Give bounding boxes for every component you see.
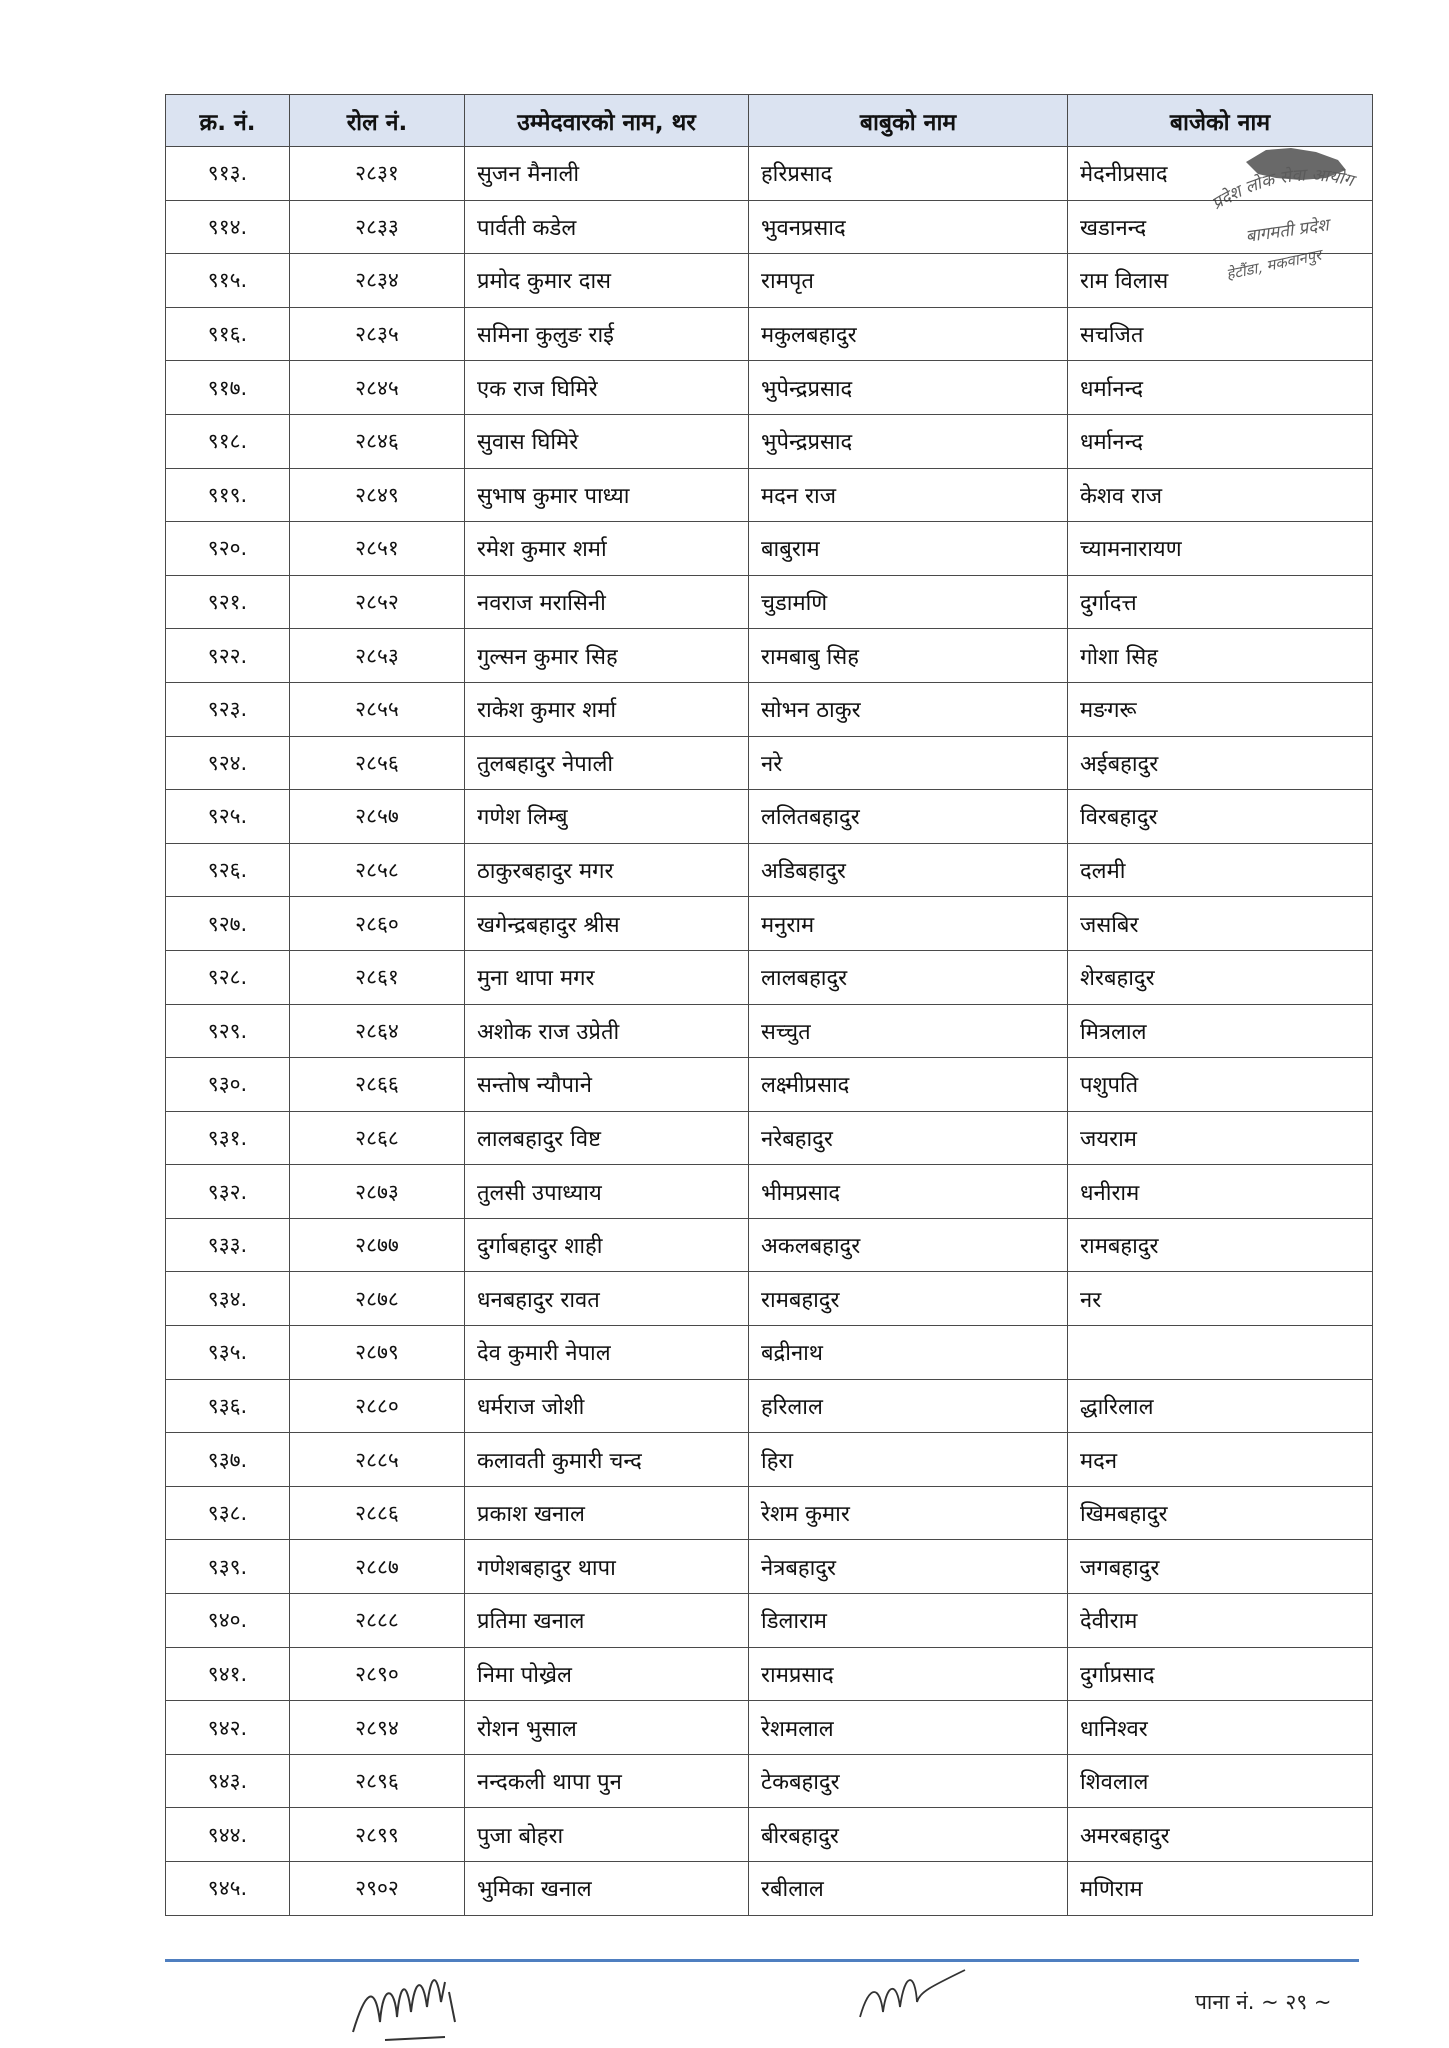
father-name-cell: डिलाराम <box>749 1594 1068 1648</box>
candidate-name-cell: तुलसी उपाध्याय <box>465 1165 749 1219</box>
father-name-cell: लालबहादुर <box>749 950 1068 1004</box>
serial-cell: ९४२. <box>166 1701 290 1755</box>
roll-cell: २८९९ <box>290 1808 465 1862</box>
father-name-cell: सच्चुत <box>749 1004 1068 1058</box>
serial-cell: ९१७. <box>166 361 290 415</box>
roll-cell: २८९६ <box>290 1754 465 1808</box>
table-row <box>166 682 1373 736</box>
grandfather-name-cell <box>1068 1326 1373 1380</box>
table-row <box>166 1701 1373 1755</box>
serial-cell: ९४१. <box>166 1647 290 1701</box>
serial-cell: ९१८. <box>166 414 290 468</box>
grandfather-name-cell: खडानन्द <box>1068 200 1373 254</box>
serial-cell: ९३९. <box>166 1540 290 1594</box>
serial-cell: ९३८. <box>166 1486 290 1540</box>
roll-cell: २८५१ <box>290 522 465 576</box>
table-row <box>166 307 1373 361</box>
serial-cell: ९४४. <box>166 1808 290 1862</box>
serial-cell: ९३५. <box>166 1326 290 1380</box>
table-row <box>166 950 1373 1004</box>
roll-cell: २८७७ <box>290 1218 465 1272</box>
grandfather-name-cell: शिवलाल <box>1068 1754 1373 1808</box>
roll-cell: २८८६ <box>290 1486 465 1540</box>
father-name-cell: मनुराम <box>749 897 1068 951</box>
grandfather-name-cell: राम विलास <box>1068 254 1373 308</box>
serial-cell: ९२९. <box>166 1004 290 1058</box>
grandfather-name-cell: दुर्गाप्रसाद <box>1068 1647 1373 1701</box>
candidate-name-cell: सुभाष कुमार पाध्या <box>465 468 749 522</box>
serial-cell: ९१४. <box>166 200 290 254</box>
candidate-name-cell: देव कुमारी नेपाल <box>465 1326 749 1380</box>
table-row <box>166 843 1373 897</box>
table-row <box>166 629 1373 683</box>
candidate-name-cell: नन्दकली थापा पुन <box>465 1754 749 1808</box>
grandfather-name-cell: मदन <box>1068 1433 1373 1487</box>
stamp-line-1: प्रदेश लोक सेवा आयोग <box>1208 165 1356 215</box>
serial-cell: ९१९. <box>166 468 290 522</box>
roll-cell: २८५६ <box>290 736 465 790</box>
table-row <box>166 1647 1373 1701</box>
candidate-name-cell: समिना कुलुङ राई <box>465 307 749 361</box>
father-name-cell: बाबुराम <box>749 522 1068 576</box>
table-row <box>166 1111 1373 1165</box>
table-row <box>166 1862 1373 1916</box>
table-row <box>166 1379 1373 1433</box>
table-header <box>166 95 1373 147</box>
grandfather-name-cell: जगबहादुर <box>1068 1540 1373 1594</box>
father-name-cell: लक्ष्मीप्रसाद <box>749 1058 1068 1112</box>
roll-cell: २८३३ <box>290 200 465 254</box>
table-row <box>166 1058 1373 1112</box>
father-name-cell: नरेबहादुर <box>749 1111 1068 1165</box>
roll-cell: २८३५ <box>290 307 465 361</box>
candidate-name-cell: राकेश कुमार शर्मा <box>465 682 749 736</box>
grandfather-name-cell: रामबहादुर <box>1068 1218 1373 1272</box>
grandfather-name-cell: मित्रलाल <box>1068 1004 1373 1058</box>
roll-cell: २८४९ <box>290 468 465 522</box>
father-name-cell: मदन राज <box>749 468 1068 522</box>
column-header: बाबुको नाम <box>749 95 1068 147</box>
candidate-name-cell: धर्मराज जोशी <box>465 1379 749 1433</box>
father-name-cell: चुडामणि <box>749 575 1068 629</box>
stamp-line-3: हेटौंडा, मकवानपुर <box>1224 245 1323 284</box>
father-name-cell: बीरबहादुर <box>749 1808 1068 1862</box>
roll-cell: २८४५ <box>290 361 465 415</box>
father-name-cell: रामपृत <box>749 254 1068 308</box>
serial-cell: ९२८. <box>166 950 290 1004</box>
grandfather-name-cell: जयराम <box>1068 1111 1373 1165</box>
candidate-name-cell: सुजन मैनाली <box>465 147 749 201</box>
table-row <box>166 1486 1373 1540</box>
grandfather-name-cell: धर्मानन्द <box>1068 361 1373 415</box>
candidate-name-cell: रमेश कुमार शर्मा <box>465 522 749 576</box>
grandfather-name-cell: पशुपति <box>1068 1058 1373 1112</box>
father-name-cell: हिरा <box>749 1433 1068 1487</box>
signature-right <box>855 1962 970 2032</box>
table-row <box>166 254 1373 308</box>
father-name-cell: नरे <box>749 736 1068 790</box>
roll-cell: २८५२ <box>290 575 465 629</box>
candidate-name-cell: गुल्सन कुमार सिह <box>465 629 749 683</box>
serial-cell: ९३१. <box>166 1111 290 1165</box>
grandfather-name-cell: दुर्गादत्त <box>1068 575 1373 629</box>
table-body <box>166 147 1373 1916</box>
serial-cell: ९३४. <box>166 1272 290 1326</box>
roll-cell: २८९० <box>290 1647 465 1701</box>
candidate-name-cell: भुमिका खनाल <box>465 1862 749 1916</box>
table-row <box>166 1540 1373 1594</box>
table-row <box>166 200 1373 254</box>
father-name-cell: रेशमलाल <box>749 1701 1068 1755</box>
serial-cell: ९४५. <box>166 1862 290 1916</box>
roll-cell: २८६६ <box>290 1058 465 1112</box>
father-name-cell: मकुलबहादुर <box>749 307 1068 361</box>
table-row <box>166 575 1373 629</box>
serial-cell: ९१३. <box>166 147 290 201</box>
table-row <box>166 1218 1373 1272</box>
table-row <box>166 736 1373 790</box>
father-name-cell: ललितबहादुर <box>749 790 1068 844</box>
father-name-cell: रबीलाल <box>749 1862 1068 1916</box>
roll-cell: २८७९ <box>290 1326 465 1380</box>
grandfather-name-cell: केशव राज <box>1068 468 1373 522</box>
table-row <box>166 1433 1373 1487</box>
father-name-cell: अकलबहादुर <box>749 1218 1068 1272</box>
candidate-name-cell: गणेशबहादुर थापा <box>465 1540 749 1594</box>
roll-cell: २८६१ <box>290 950 465 1004</box>
father-name-cell: हरिप्रसाद <box>749 147 1068 201</box>
serial-cell: ९२२. <box>166 629 290 683</box>
grandfather-name-cell: दलमी <box>1068 843 1373 897</box>
roll-cell: २८८७ <box>290 1540 465 1594</box>
table-row <box>166 1004 1373 1058</box>
serial-cell: ९४३. <box>166 1754 290 1808</box>
grandfather-name-cell: अईबहादुर <box>1068 736 1373 790</box>
serial-cell: ९३२. <box>166 1165 290 1219</box>
roll-cell: २८६० <box>290 897 465 951</box>
grandfather-name-cell: गोशा सिह <box>1068 629 1373 683</box>
serial-cell: ९२३. <box>166 682 290 736</box>
roll-cell: २८३१ <box>290 147 465 201</box>
candidate-name-cell: खगेन्द्रबहादुर श्रीस <box>465 897 749 951</box>
candidate-name-cell: पार्वती कडेल <box>465 200 749 254</box>
grandfather-name-cell: अमरबहादुर <box>1068 1808 1373 1862</box>
roll-cell: २८६४ <box>290 1004 465 1058</box>
roll-cell: २८५३ <box>290 629 465 683</box>
table-row <box>166 147 1373 201</box>
stamp-line-2: बागमती प्रदेश <box>1244 215 1330 247</box>
serial-cell: ९२१. <box>166 575 290 629</box>
grandfather-name-cell: मेदनीप्रसाद <box>1068 147 1373 201</box>
grandfather-name-cell: देवीराम <box>1068 1594 1373 1648</box>
grandfather-name-cell: धनीराम <box>1068 1165 1373 1219</box>
results-sheet <box>165 94 1372 1916</box>
candidate-name-cell: पुजा बोहरा <box>465 1808 749 1862</box>
roll-cell: २९०२ <box>290 1862 465 1916</box>
serial-cell: ९२७. <box>166 897 290 951</box>
candidate-name-cell: मुना थापा मगर <box>465 950 749 1004</box>
candidate-name-cell: ठाकुरबहादुर मगर <box>465 843 749 897</box>
candidate-name-cell: लालबहादुर विष्ट <box>465 1111 749 1165</box>
grandfather-name-cell: नर <box>1068 1272 1373 1326</box>
roll-cell: २८४६ <box>290 414 465 468</box>
serial-cell: ९३७. <box>166 1433 290 1487</box>
candidate-name-cell: गणेश लिम्बु <box>465 790 749 844</box>
candidate-name-cell: दुर्गाबहादुर शाही <box>465 1218 749 1272</box>
grandfather-name-cell: द्धारिलाल <box>1068 1379 1373 1433</box>
candidate-name-cell: प्रकाश खनाल <box>465 1486 749 1540</box>
candidate-name-cell: तुलबहादुर नेपाली <box>465 736 749 790</box>
father-name-cell: भुपेन्द्रप्रसाद <box>749 361 1068 415</box>
father-name-cell: भुपेन्द्रप्रसाद <box>749 414 1068 468</box>
table-row <box>166 361 1373 415</box>
grandfather-name-cell: धानिश्वर <box>1068 1701 1373 1755</box>
roll-cell: २८७३ <box>290 1165 465 1219</box>
table-row <box>166 1165 1373 1219</box>
table-row <box>166 897 1373 951</box>
grandfather-name-cell: च्यामनारायण <box>1068 522 1373 576</box>
grandfather-name-cell: मङगरू <box>1068 682 1373 736</box>
serial-cell: ९३०. <box>166 1058 290 1112</box>
father-name-cell: टेकबहादुर <box>749 1754 1068 1808</box>
father-name-cell: अडिबहादुर <box>749 843 1068 897</box>
table-row <box>166 1326 1373 1380</box>
candidate-name-cell: रोशन भुसाल <box>465 1701 749 1755</box>
table-row <box>166 414 1373 468</box>
candidate-name-cell: प्रमोद कुमार दास <box>465 254 749 308</box>
candidate-name-cell: सुवास घिमिरे <box>465 414 749 468</box>
father-name-cell: हरिलाल <box>749 1379 1068 1433</box>
candidate-name-cell: धनबहादुर रावत <box>465 1272 749 1326</box>
father-name-cell: रेशम कुमार <box>749 1486 1068 1540</box>
page-number: पाना नं. ~ २९ ~ <box>1195 1990 1332 2014</box>
table-row <box>166 790 1373 844</box>
father-name-cell: रामबाबु सिह <box>749 629 1068 683</box>
father-name-cell: बद्रीनाथ <box>749 1326 1068 1380</box>
serial-cell: ९२६. <box>166 843 290 897</box>
signature-left <box>345 1962 480 2042</box>
svg-text:प्रदेश लोक सेवा आयोग <box>1208 165 1358 214</box>
table-row <box>166 522 1373 576</box>
grandfather-name-cell: विरबहादुर <box>1068 790 1373 844</box>
roll-cell: २८८० <box>290 1379 465 1433</box>
serial-cell: ९३३. <box>166 1218 290 1272</box>
serial-cell: ९२५. <box>166 790 290 844</box>
candidate-name-cell: सन्तोष न्यौपाने <box>465 1058 749 1112</box>
table-row <box>166 1272 1373 1326</box>
candidate-name-cell: नवराज मरासिनी <box>465 575 749 629</box>
table-row <box>166 468 1373 522</box>
serial-cell: ९४०. <box>166 1594 290 1648</box>
grandfather-name-cell: खिमबहादुर <box>1068 1486 1373 1540</box>
roll-cell: २८८५ <box>290 1433 465 1487</box>
roll-cell: २८५५ <box>290 682 465 736</box>
candidate-name-cell: प्रतिमा खनाल <box>465 1594 749 1648</box>
candidate-name-cell: अशोक राज उप्रेती <box>465 1004 749 1058</box>
column-header: बाजेको नाम <box>1068 95 1373 147</box>
grandfather-name-cell: मणिराम <box>1068 1862 1373 1916</box>
candidate-table <box>165 94 1373 1916</box>
roll-cell: २८३४ <box>290 254 465 308</box>
candidate-name-cell: कलावती कुमारी चन्द <box>465 1433 749 1487</box>
father-name-cell: रामप्रसाद <box>749 1647 1068 1701</box>
grandfather-name-cell: शेरबहादुर <box>1068 950 1373 1004</box>
roll-cell: २८८८ <box>290 1594 465 1648</box>
serial-cell: ९१६. <box>166 307 290 361</box>
column-header: उम्मेदवारको नाम, थर <box>465 95 749 147</box>
father-name-cell: रामबहादुर <box>749 1272 1068 1326</box>
candidate-name-cell: निमा पोख्रेल <box>465 1647 749 1701</box>
column-header: क्र. नं. <box>166 95 290 147</box>
father-name-cell: सोभन ठाकुर <box>749 682 1068 736</box>
father-name-cell: भीमप्रसाद <box>749 1165 1068 1219</box>
table-row <box>166 1594 1373 1648</box>
roll-cell: २८९४ <box>290 1701 465 1755</box>
roll-cell: २८५७ <box>290 790 465 844</box>
father-name-cell: भुवनप्रसाद <box>749 200 1068 254</box>
table-row <box>166 1754 1373 1808</box>
grandfather-name-cell: जसबिर <box>1068 897 1373 951</box>
grandfather-name-cell: सचजित <box>1068 307 1373 361</box>
grandfather-name-cell: धर्मानन्द <box>1068 414 1373 468</box>
serial-cell: ९१५. <box>166 254 290 308</box>
serial-cell: ९३६. <box>166 1379 290 1433</box>
serial-cell: ९२४. <box>166 736 290 790</box>
roll-cell: २८७८ <box>290 1272 465 1326</box>
roll-cell: २८६८ <box>290 1111 465 1165</box>
office-stamp <box>1206 140 1386 290</box>
column-header: रोल नं. <box>290 95 465 147</box>
candidate-name-cell: एक राज घिमिरे <box>465 361 749 415</box>
serial-cell: ९२०. <box>166 522 290 576</box>
roll-cell: २८५८ <box>290 843 465 897</box>
table-row <box>166 1808 1373 1862</box>
father-name-cell: नेत्रबहादुर <box>749 1540 1068 1594</box>
